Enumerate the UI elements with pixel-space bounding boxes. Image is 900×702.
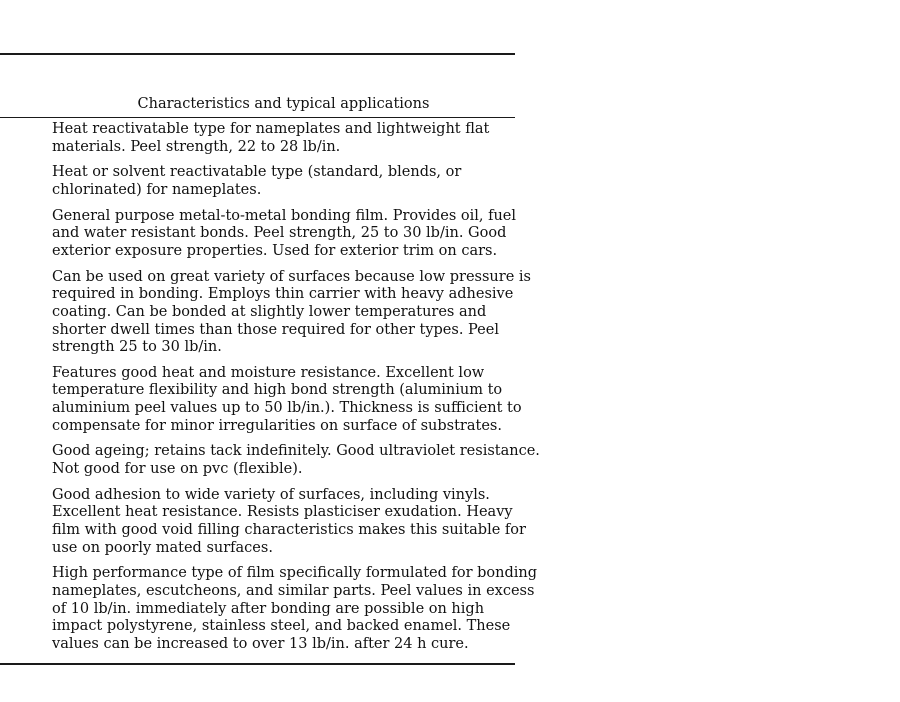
row-text-line: compensate for minor irregularities on surface of substrates. — [52, 417, 502, 434]
row-text-line: Can be used on great variety of surfaces because low pressure is — [52, 268, 531, 285]
row-text-line: film with good void filling characteristics makes this suitable for — [52, 522, 526, 538]
row-text-line: materials. Peel strength, 22 to 28 lb/in. — [52, 138, 341, 155]
row-text-line: and water resistant bonds. Peel strength, 25 to 30 lb/in. Good — [52, 225, 507, 242]
table-row — [52, 164, 522, 199]
row-text-line: General purpose metal-to-metal bonding film. Provides oil, fuel — [52, 207, 517, 224]
row-text-line: Features good heat and moisture resistance. Excellent low — [52, 364, 485, 381]
row-text-line: aluminium peel values up to 50 lb/in.). Thickness is sufficient to — [52, 400, 522, 417]
table-bottom-rule — [0, 663, 515, 665]
row-text-line: coating. Can be bonded at slightly lower temperatures and — [52, 303, 487, 320]
row-text-line: Heat reactivatable type for nameplates and lightweight flat — [52, 121, 490, 137]
row-text-line: chlorinated) for nameplates. — [52, 181, 262, 198]
row-text-line: High performance type of film specifically formulated for bonding — [52, 565, 538, 582]
row-text-line: temperature flexibility and high bond strength (aluminium to — [52, 382, 503, 399]
row-text-line: Not good for use on pvc (flexible). — [52, 461, 303, 478]
row-text-line: nameplates, escutcheons, and similar parts. Peel values in excess — [52, 582, 535, 599]
column-header: Characteristics and typical applications — [137, 96, 430, 112]
table-row — [52, 365, 522, 435]
row-text-line: Heat or solvent reactivatable type (standard, blends, or — [52, 164, 462, 181]
row-text-line: use on poorly mated surfaces. — [52, 539, 273, 556]
row-text-line: Excellent heat resistance. Resists plasticiser exudation. Heavy — [52, 504, 513, 521]
row-text-line: values can be increased to over 13 lb/in. after 24 h cure. — [52, 635, 469, 652]
row-text-line: strength 25 to 30 lb/in. — [52, 339, 222, 356]
row-text-line: Good ageing; retains tack indefinitely. Good ultraviolet resistance. — [52, 443, 540, 460]
header-rule — [0, 117, 515, 118]
row-text-line: required in bonding. Employs thin carrier with heavy adhesive — [52, 286, 514, 303]
table-body — [52, 121, 540, 653]
table-top-rule — [0, 53, 515, 55]
row-text-line: shorter dwell times than those required for other types. Peel — [52, 321, 499, 338]
table-row — [52, 121, 522, 156]
table-row — [52, 565, 538, 653]
table-row — [52, 486, 526, 557]
row-text-line: of 10 lb/in. immediately after bonding are possible on high — [52, 600, 485, 617]
table-row — [52, 208, 522, 261]
row-text-line: exterior exposure properties. Used for exterior trim on cars. — [52, 242, 498, 259]
table-row — [52, 268, 531, 357]
table-row — [52, 443, 540, 478]
row-text-line: impact polystyrene, stainless steel, and backed enamel. These — [52, 618, 511, 635]
row-text-line: Good adhesion to wide variety of surfaces, including vinyls. — [52, 486, 490, 503]
